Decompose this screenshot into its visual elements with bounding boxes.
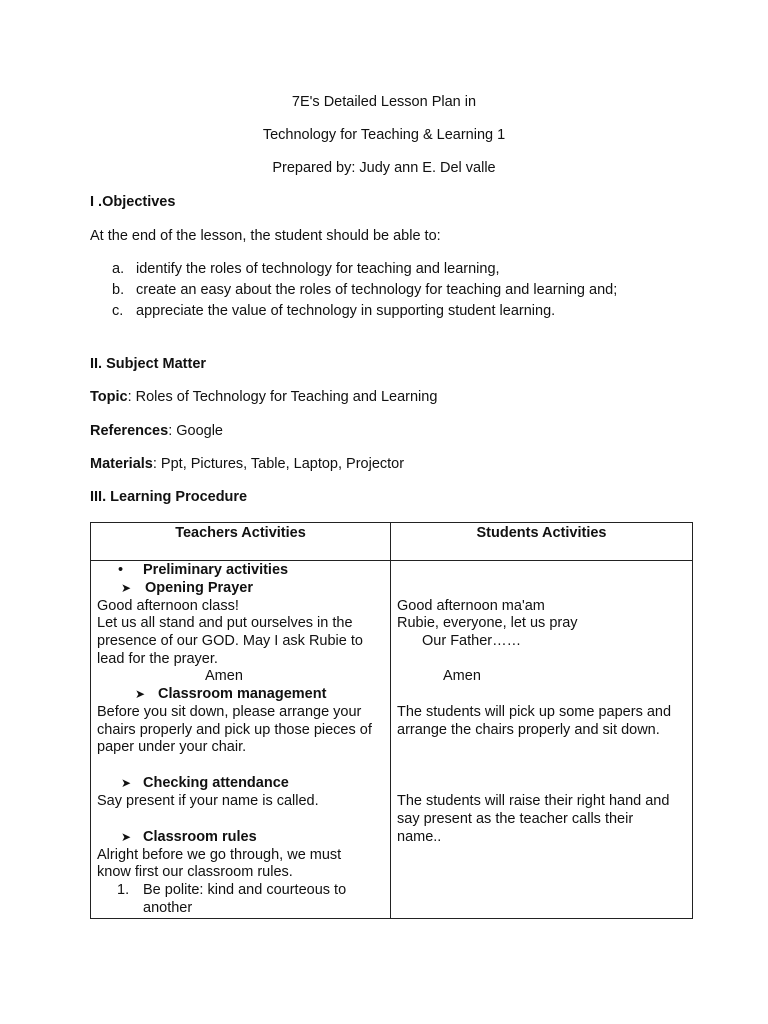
topic-line (90, 389, 437, 405)
materials-line (90, 456, 404, 472)
students-attendance-line-2: say present as the teacher calls their (397, 811, 634, 827)
learning-procedure-heading: III. Learning Procedure (90, 489, 248, 505)
objective-item (112, 259, 617, 280)
students-pray: Rubie, everyone, let us pray (397, 615, 578, 631)
references-value: : Google (168, 423, 224, 439)
subject-matter-heading: II. Subject Matter (90, 356, 207, 372)
activities-table (90, 522, 693, 919)
teacher-amen: Amen (205, 668, 243, 684)
rules-line-2: know first our classroom rules. (97, 864, 293, 880)
objectives-heading: I .Objectives (90, 194, 176, 210)
management-line-3: paper under your chair. (97, 739, 247, 755)
management-line-2: chairs properly and pick up those pieces of (97, 722, 372, 738)
objective-text: appreciate the value of technology in supporting student learning. (136, 303, 556, 319)
students-activities-header: Students Activities (391, 523, 693, 561)
attendance-instruction: Say present if your name is called. (97, 793, 319, 809)
objectives-list (112, 259, 617, 322)
teacher-greeting: Good afternoon class! (97, 598, 239, 614)
topic-label: Topic (90, 389, 128, 405)
references-label: References (90, 423, 169, 439)
objectives-intro: At the end of the lesson, the student should be able to: (90, 228, 441, 244)
management-line-1: Before you sit down, please arrange your (97, 704, 362, 720)
students-amen: Amen (443, 668, 481, 684)
objective-marker: b. (112, 282, 125, 298)
prayer-line-3: lead for the prayer. (97, 651, 218, 667)
students-our-father: Our Father…… (422, 633, 522, 649)
materials-label: Materials (90, 456, 153, 472)
checking-attendance-heading: Checking attendance (143, 775, 289, 791)
objective-marker: a. (112, 261, 125, 277)
bullet-icon: • (118, 562, 124, 578)
preliminary-activities: Preliminary activities (143, 562, 289, 578)
rule-1-line-2: another (143, 900, 193, 916)
opening-prayer-heading: Opening Prayer (145, 580, 253, 596)
students-attendance-line-3: name.. (397, 829, 442, 845)
rule-1-line-1: Be polite: kind and courteous to (143, 882, 347, 898)
students-management-line-2: arrange the chairs properly and sit down. (397, 722, 660, 738)
prepared-by: Prepared by: Judy ann E. Del valle (272, 160, 496, 176)
topic-value: : Roles of Technology for Teaching and Learning (127, 389, 438, 405)
arrow-bullet-icon: ➤ (121, 581, 132, 595)
teacher-cell (91, 561, 391, 919)
document-title: 7E's Detailed Lesson Plan in (291, 94, 477, 110)
rule-1-marker: 1. (117, 882, 130, 898)
objective-text: create an easy about the roles of technology for teaching and learning and; (136, 282, 618, 298)
arrow-bullet-icon: ➤ (135, 687, 146, 701)
teachers-activities-header: Teachers Activities (91, 523, 391, 561)
students-greeting: Good afternoon ma'am (397, 598, 545, 614)
arrow-bullet-icon: ➤ (121, 776, 132, 790)
table-row (91, 561, 693, 919)
prayer-line-1: Let us all stand and put ourselves in the (97, 615, 353, 631)
objective-text: identify the roles of technology for teaching and learning, (136, 261, 500, 277)
materials-value: : Ppt, Pictures, Table, Laptop, Projector (152, 456, 405, 472)
students-cell (391, 561, 693, 919)
prayer-line-2: presence of our GOD. May I ask Rubie to (97, 633, 363, 649)
objective-marker: c. (112, 303, 124, 319)
table-header-row (91, 523, 693, 561)
students-management-line-1: The students will pick up some papers and (397, 704, 672, 720)
students-attendance-line-1: The students will raise their right hand and (397, 793, 670, 809)
document-subject: Technology for Teaching & Learning 1 (262, 127, 506, 143)
objective-item (112, 301, 617, 322)
references-line (90, 423, 223, 439)
arrow-bullet-icon: ➤ (121, 830, 132, 844)
objective-item (112, 280, 617, 301)
classroom-management-heading: Classroom management (158, 686, 327, 702)
classroom-rules-heading: Classroom rules (143, 829, 257, 845)
rules-line-1: Alright before we go through, we must (97, 847, 342, 863)
